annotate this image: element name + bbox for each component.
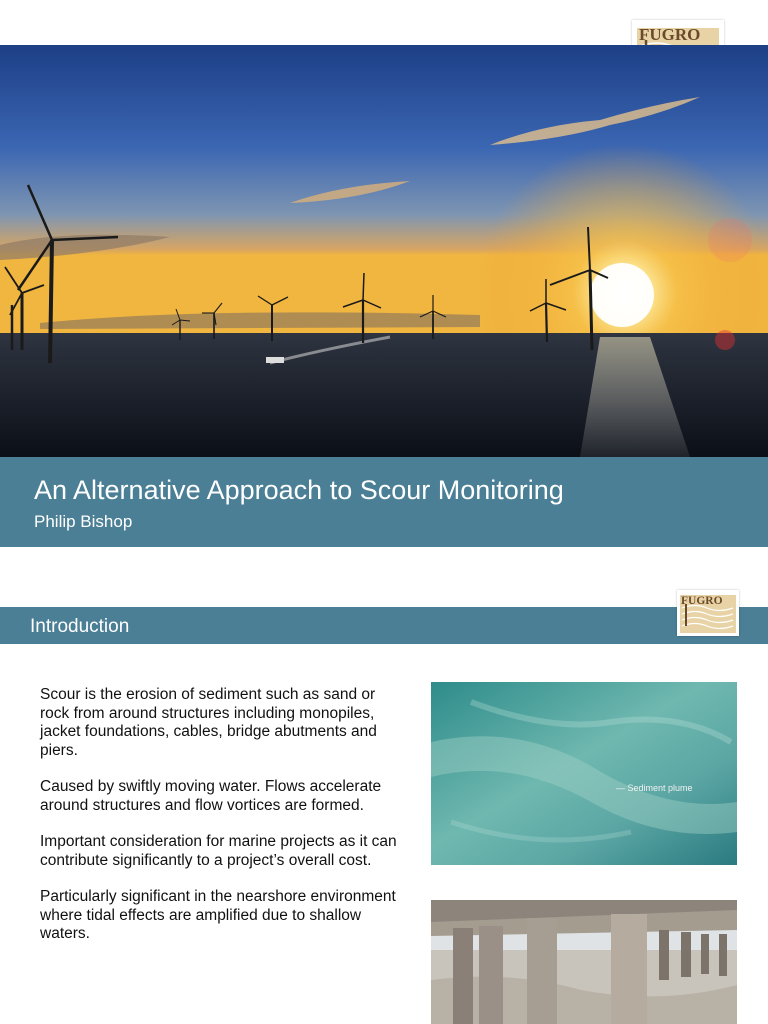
- pier-scour-photo: [431, 900, 737, 1024]
- cover-title-band: [0, 457, 768, 547]
- section-title: Introduction: [30, 616, 130, 637]
- section-header-band: [0, 607, 768, 644]
- bullet-paragraph: Scour is the erosion of sediment such as sand or rock from around structures including monopiles, jacket foundations, cables, bridge abutments and piers.: [40, 686, 377, 759]
- bullet-paragraph: Particularly significant in the nearshore environment where tidal effects are amplified due to shallow waters.: [40, 888, 396, 942]
- bullet-paragraph: Caused by swiftly moving water. Flows accelerate around structures and flow vortices are formed.: [40, 778, 382, 814]
- bullet-paragraph: Important consideration for marine projects as it can contribute significantly to a project’s overall cost.: [40, 833, 397, 869]
- image-annotation: — Sediment plume: [616, 783, 693, 793]
- presentation-title: An Alternative Approach to Scour Monitoring: [34, 475, 564, 505]
- svg-text:FUGRO: FUGRO: [681, 595, 723, 607]
- author-name: Philip Bishop: [34, 512, 133, 531]
- wind-farm-sunset-photo: [0, 45, 768, 457]
- sediment-plume-photo: [431, 682, 737, 865]
- intro-text-block: [40, 686, 400, 962]
- svg-text:FUGRO: FUGRO: [639, 25, 701, 44]
- fugro-logo-small: [677, 590, 739, 636]
